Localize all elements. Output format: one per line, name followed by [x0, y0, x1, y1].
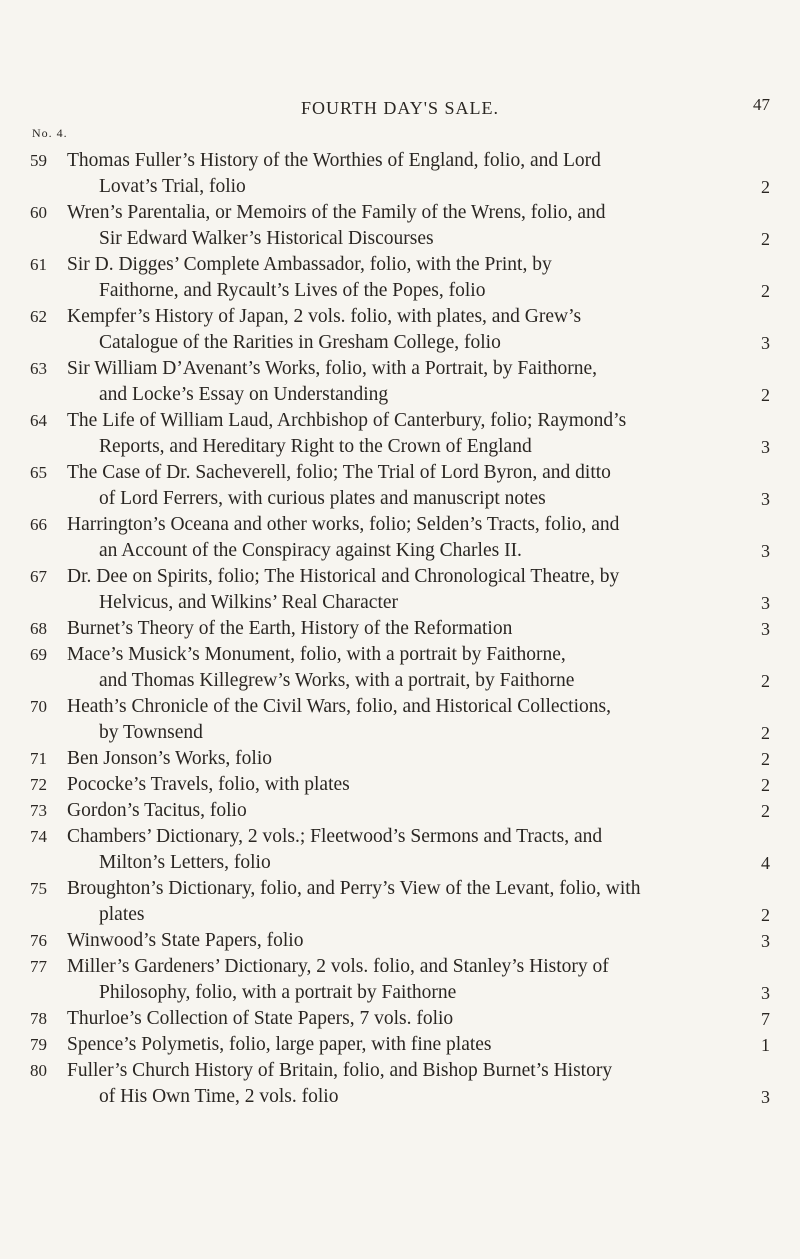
- lot-line: [0, 616, 800, 642]
- lot-entry: [0, 642, 800, 694]
- lot-line: [0, 148, 800, 174]
- lot-line: [0, 564, 800, 590]
- lot-line: [0, 356, 800, 382]
- lot-line: [0, 590, 800, 616]
- lot-quantity: 2: [761, 385, 770, 405]
- lot-line: [0, 980, 800, 1006]
- lot-line: [0, 642, 800, 668]
- lot-quantity: 4: [761, 853, 770, 873]
- lot-line: [0, 928, 800, 954]
- lot-line: [0, 824, 800, 850]
- lot-number: 68: [30, 619, 47, 638]
- lot-description: Lovat’s Trial, folio: [99, 176, 246, 197]
- lot-quantity: 3: [761, 437, 770, 457]
- lot-quantity: 2: [761, 229, 770, 249]
- lot-line: [0, 1006, 800, 1032]
- lot-description: by Townsend: [99, 722, 203, 743]
- lot-number: 64: [30, 411, 47, 430]
- lot-description: Harrington’s Oceana and other works, folio; Selden’s Tracts, folio, and: [67, 514, 620, 535]
- lot-description: Helvicus, and Wilkins’ Real Character: [99, 592, 399, 613]
- lot-quantity: 2: [761, 723, 770, 743]
- lot-line: [0, 278, 800, 304]
- lot-description: Thurloe’s Collection of State Papers, 7 vols. folio: [67, 1008, 454, 1029]
- lot-line: [0, 512, 800, 538]
- lot-line: [0, 876, 800, 902]
- lot-description: of His Own Time, 2 vols. folio: [99, 1086, 339, 1107]
- lot-description: Faithorne, and Rycault’s Lives of the Popes, folio: [99, 280, 486, 301]
- lot-description: Sir D. Digges’ Complete Ambassador, folio, with the Print, by: [67, 254, 552, 275]
- lot-description: Miller’s Gardeners’ Dictionary, 2 vols. folio, and Stanley’s History of: [67, 956, 609, 977]
- lot-entry: [0, 1006, 800, 1032]
- lot-entry: [0, 564, 800, 616]
- lot-description: Mace’s Musick’s Monument, folio, with a portrait by Faithorne,: [67, 644, 566, 665]
- lot-description: Philosophy, folio, with a portrait by Faithorne: [99, 982, 457, 1003]
- lot-line: [0, 252, 800, 278]
- lot-number: 59: [30, 151, 47, 170]
- lot-description: Winwood’s State Papers, folio: [67, 930, 304, 951]
- lot-line: [0, 434, 800, 460]
- lot-line: [0, 798, 800, 824]
- lot-description: Ben Jonson’s Works, folio: [67, 748, 272, 769]
- lot-entry: [0, 1058, 800, 1110]
- lot-quantity: 3: [761, 593, 770, 613]
- lot-quantity: 2: [761, 801, 770, 821]
- lot-entry: [0, 252, 800, 304]
- lot-number: 73: [30, 801, 47, 820]
- lot-description: Gordon’s Tacitus, folio: [67, 800, 247, 821]
- lot-line: [0, 850, 800, 876]
- lot-entry: [0, 1032, 800, 1058]
- lot-entry: [0, 928, 800, 954]
- lot-entry: [0, 798, 800, 824]
- lot-line: [0, 902, 800, 928]
- lot-entry: [0, 356, 800, 408]
- lot-number: 78: [30, 1009, 47, 1028]
- lot-line: [0, 486, 800, 512]
- lot-description: Thomas Fuller’s History of the Worthies of England, folio, and Lord: [67, 150, 601, 171]
- lot-description: The Case of Dr. Sacheverell, folio; The Trial of Lord Byron, and ditto: [67, 462, 611, 483]
- lot-entry: [0, 304, 800, 356]
- lot-description: Pococke’s Travels, folio, with plates: [67, 774, 350, 795]
- lot-line: [0, 1084, 800, 1110]
- lot-number: 63: [30, 359, 47, 378]
- lot-quantity: 2: [761, 177, 770, 197]
- lot-description: an Account of the Conspiracy against King Charles II.: [99, 540, 522, 561]
- lot-number: 76: [30, 931, 47, 950]
- lot-line: [0, 746, 800, 772]
- lot-quantity: 2: [761, 775, 770, 795]
- lot-line: [0, 226, 800, 252]
- lot-description: Fuller’s Church History of Britain, folio, and Bishop Burnet’s History: [67, 1060, 613, 1081]
- lot-quantity: 2: [761, 671, 770, 691]
- lot-description: Chambers’ Dictionary, 2 vols.; Fleetwood’s Sermons and Tracts, and: [67, 826, 603, 847]
- lot-entry: [0, 460, 800, 512]
- lot-entry: [0, 148, 800, 200]
- lot-description: plates: [99, 904, 145, 925]
- lot-description: The Life of William Laud, Archbishop of Canterbury, folio; Raymond’s: [67, 410, 627, 431]
- lot-line: [0, 408, 800, 434]
- catalogue-number-label: No. 4.: [32, 126, 68, 140]
- lot-description: Heath’s Chronicle of the Civil Wars, folio, and Historical Collections,: [67, 696, 611, 717]
- lot-number: 71: [30, 749, 47, 768]
- lot-number: 62: [30, 307, 47, 326]
- lot-description: and Thomas Killegrew’s Works, with a portrait, by Faithorne: [99, 670, 575, 691]
- lot-line: [0, 460, 800, 486]
- lot-number: 79: [30, 1035, 47, 1054]
- lot-number: 67: [30, 567, 47, 586]
- lot-description: Sir William D’Avenant’s Works, folio, with a Portrait, by Faithorne,: [67, 358, 598, 379]
- lot-description: and Locke’s Essay on Understanding: [99, 384, 389, 405]
- lot-quantity: 2: [761, 905, 770, 925]
- lot-quantity: 3: [761, 541, 770, 561]
- running-head: FOURTH DAY'S SALE.: [300, 98, 500, 118]
- lot-number: 65: [30, 463, 47, 482]
- lot-description: Dr. Dee on Spirits, folio; The Historical and Chronological Theatre, by: [67, 566, 620, 587]
- lot-description: Sir Edward Walker’s Historical Discourses: [99, 228, 434, 249]
- lot-quantity: 7: [761, 1009, 770, 1029]
- lot-line: [0, 1058, 800, 1084]
- page-number: 47: [753, 95, 770, 114]
- lot-list: [0, 148, 800, 1110]
- lot-quantity: 3: [761, 983, 770, 1003]
- lot-description: Kempfer’s History of Japan, 2 vols. folio, with plates, and Grew’s: [67, 306, 582, 327]
- page-header: [0, 95, 800, 124]
- lot-entry: [0, 408, 800, 460]
- lot-line: [0, 1032, 800, 1058]
- lot-line: [0, 772, 800, 798]
- lot-description: Reports, and Hereditary Right to the Crown of England: [99, 436, 532, 457]
- lot-line: [0, 694, 800, 720]
- lot-entry: [0, 616, 800, 642]
- lot-number: 72: [30, 775, 47, 794]
- lot-line: [0, 668, 800, 694]
- lot-description: Wren’s Parentalia, or Memoirs of the Family of the Wrens, folio, and: [67, 202, 606, 223]
- lot-entry: [0, 954, 800, 1006]
- lot-number: 80: [30, 1061, 47, 1080]
- lot-entry: [0, 824, 800, 876]
- lot-number: 70: [30, 697, 47, 716]
- lot-number: 74: [30, 827, 47, 846]
- lot-line: [0, 382, 800, 408]
- lot-quantity: 2: [761, 749, 770, 769]
- lot-quantity: 3: [761, 1087, 770, 1107]
- lot-number: 75: [30, 879, 47, 898]
- lot-entry: [0, 512, 800, 564]
- lot-description: Milton’s Letters, folio: [99, 852, 271, 873]
- lot-entry: [0, 746, 800, 772]
- lot-description: of Lord Ferrers, with curious plates and manuscript notes: [99, 488, 546, 509]
- lot-line: [0, 954, 800, 980]
- lot-line: [0, 720, 800, 746]
- lot-entry: [0, 694, 800, 746]
- lot-description: Burnet’s Theory of the Earth, History of the Reformation: [67, 618, 513, 639]
- lot-description: Broughton’s Dictionary, folio, and Perry’s View of the Levant, folio, with: [67, 878, 641, 899]
- lot-number: 66: [30, 515, 47, 534]
- lot-line: [0, 304, 800, 330]
- lot-quantity: 3: [761, 333, 770, 353]
- lot-description: Catalogue of the Rarities in Gresham College, folio: [99, 332, 501, 353]
- lot-quantity: 3: [761, 619, 770, 639]
- lot-number: 61: [30, 255, 47, 274]
- lot-quantity: 1: [761, 1035, 770, 1055]
- lot-quantity: 3: [761, 489, 770, 509]
- lot-line: [0, 200, 800, 226]
- lot-line: [0, 538, 800, 564]
- lot-number: 60: [30, 203, 47, 222]
- lot-quantity: 3: [761, 931, 770, 951]
- lot-number: 69: [30, 645, 47, 664]
- lot-quantity: 2: [761, 281, 770, 301]
- lot-entry: [0, 772, 800, 798]
- lot-line: [0, 330, 800, 356]
- lot-description: Spence’s Polymetis, folio, large paper, with fine plates: [67, 1034, 492, 1055]
- lot-entry: [0, 876, 800, 928]
- lot-line: [0, 174, 800, 200]
- lot-number: 77: [30, 957, 47, 976]
- lot-entry: [0, 200, 800, 252]
